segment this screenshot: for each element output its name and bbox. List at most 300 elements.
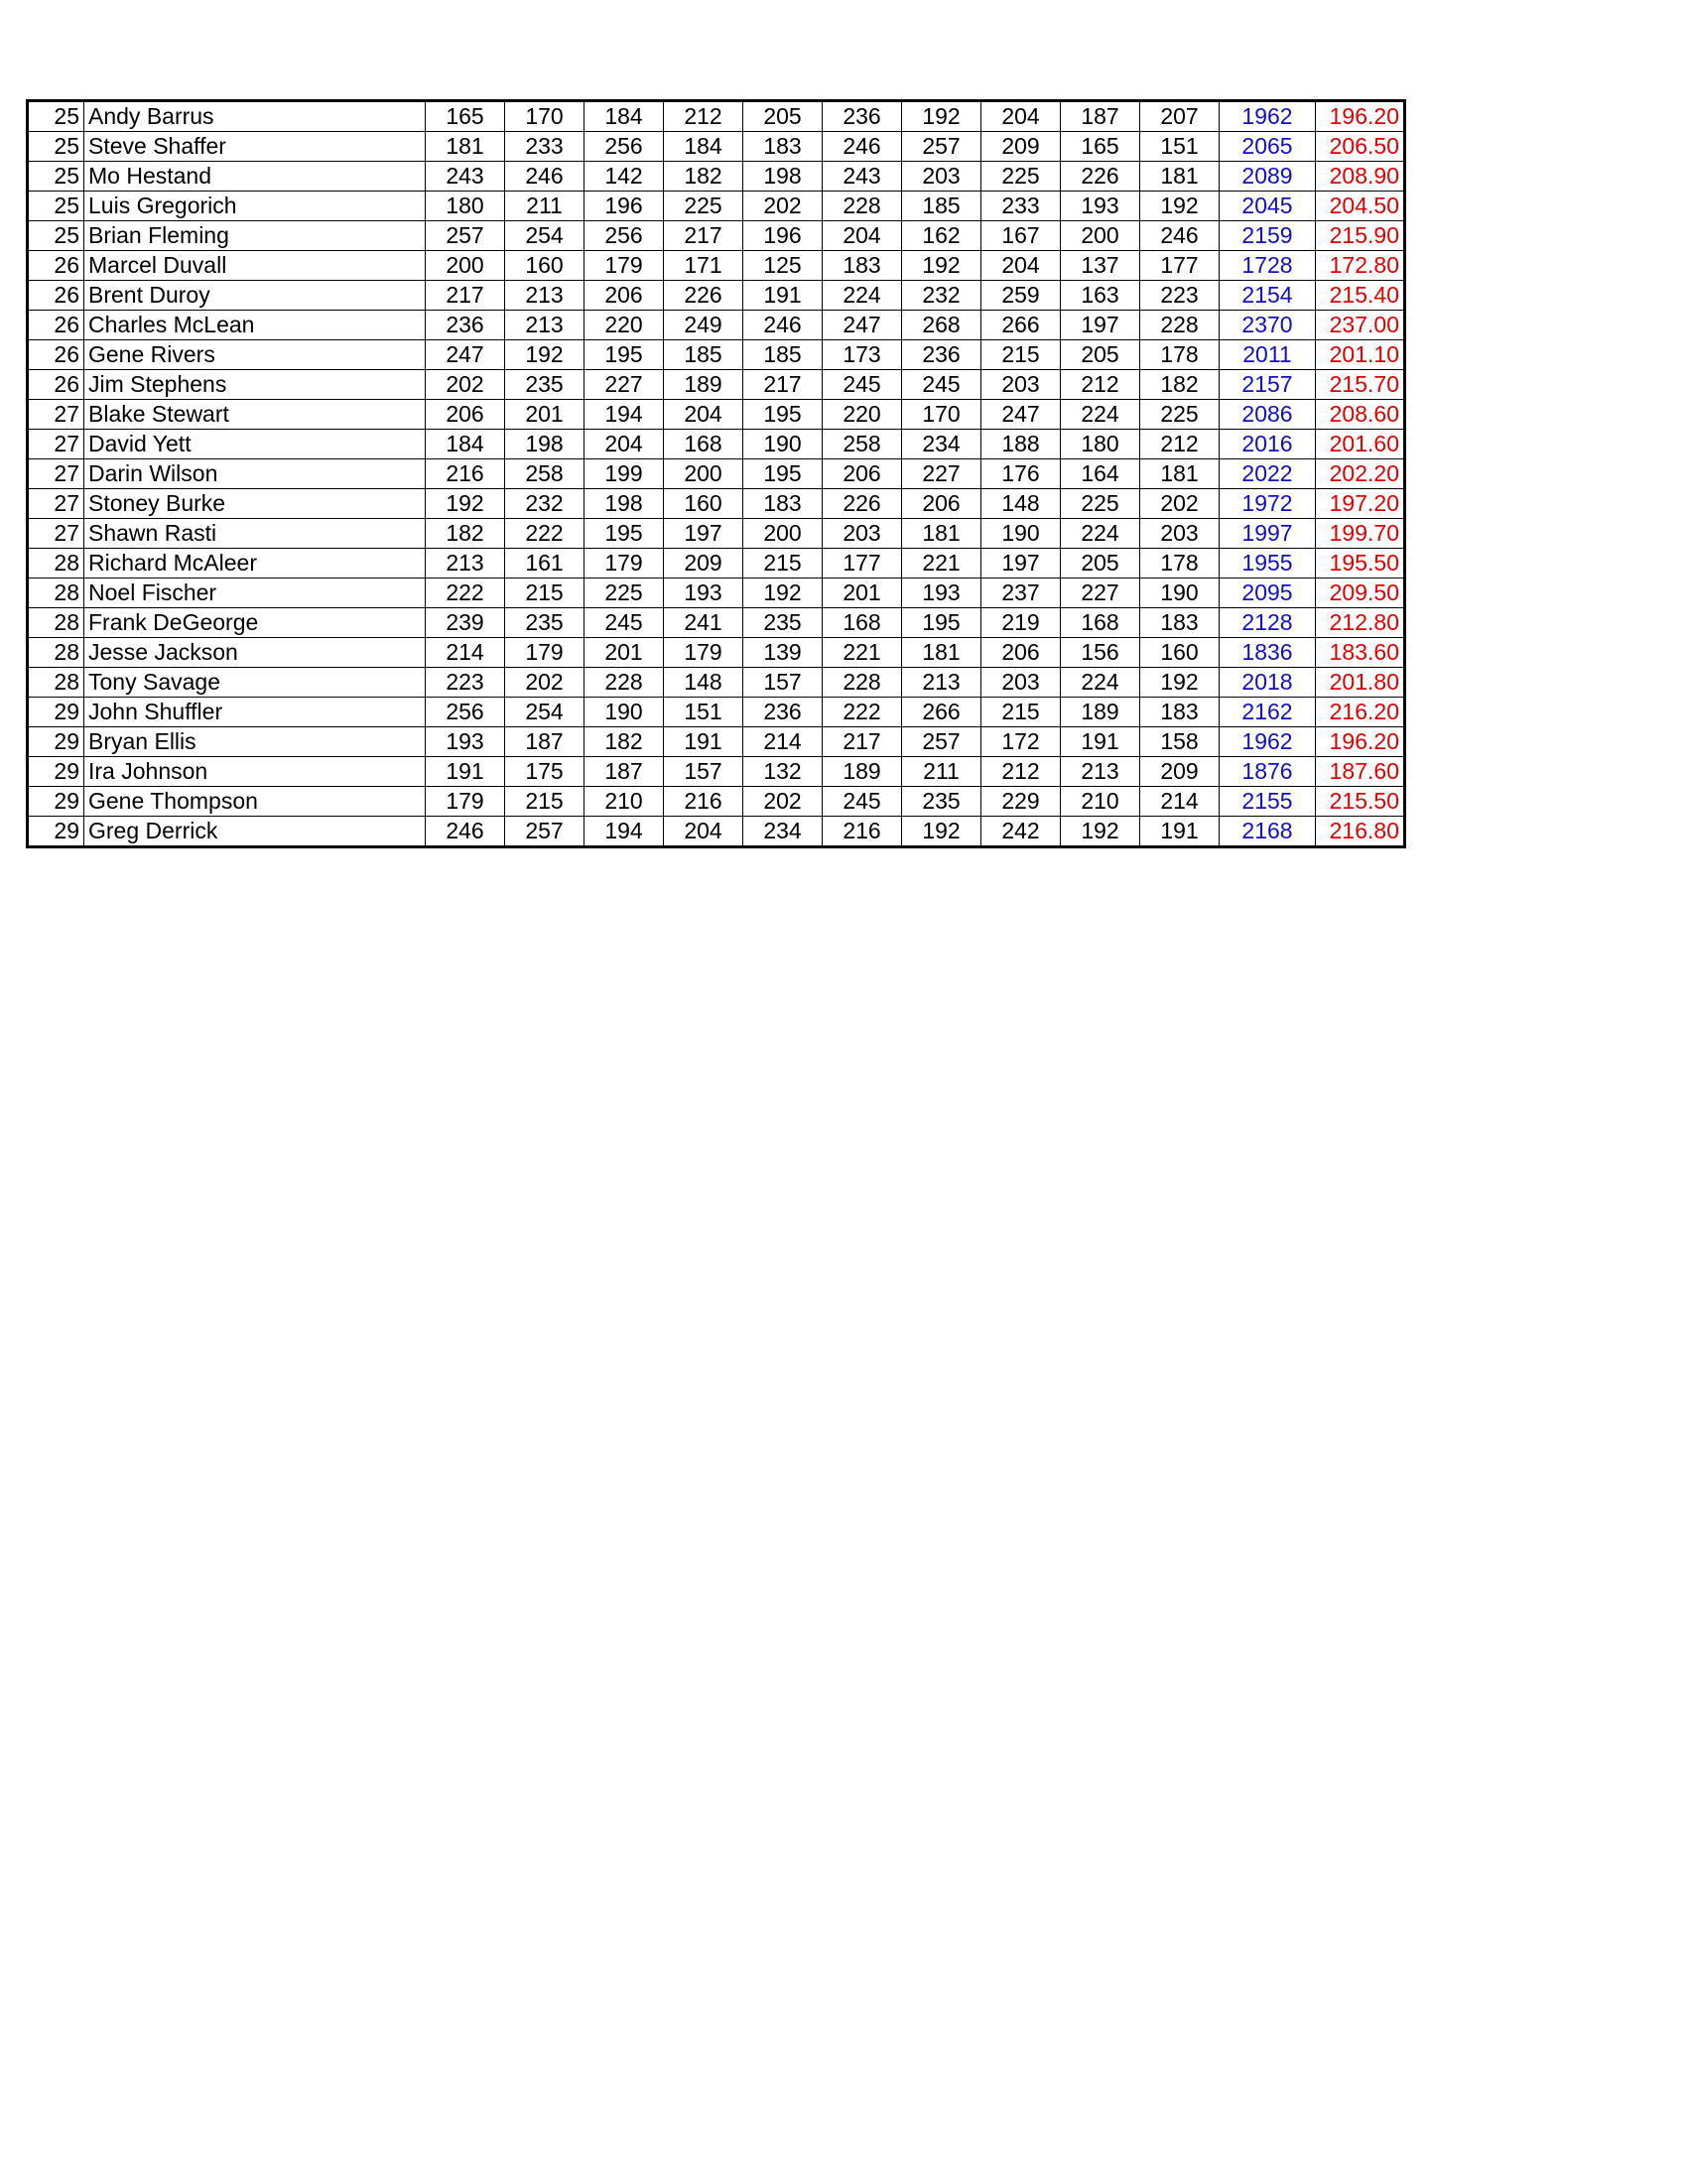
game-score-cell: 206: [902, 489, 981, 519]
game-score-cell: 192: [1140, 192, 1220, 221]
table-row: [28, 251, 1405, 281]
game-score-cell: 257: [426, 221, 505, 251]
game-score-cell: 187: [1061, 101, 1140, 132]
average-score-cell: 196.20: [1316, 727, 1405, 757]
table-row: [28, 162, 1405, 192]
game-score-cell: 206: [823, 459, 902, 489]
average-score-cell: 208.60: [1316, 400, 1405, 430]
game-score-cell: 223: [426, 668, 505, 698]
table-row: [28, 459, 1405, 489]
game-score-cell: 203: [981, 370, 1061, 400]
group-cell: 27: [28, 459, 84, 489]
game-score-cell: 234: [902, 430, 981, 459]
game-score-cell: 206: [981, 638, 1061, 668]
game-score-cell: 165: [426, 101, 505, 132]
game-score-cell: 256: [584, 221, 664, 251]
game-score-cell: 210: [1061, 787, 1140, 817]
game-score-cell: 158: [1140, 727, 1220, 757]
game-score-cell: 247: [426, 340, 505, 370]
game-score-cell: 204: [664, 817, 743, 847]
game-score-cell: 246: [426, 817, 505, 847]
game-score-cell: 162: [902, 221, 981, 251]
game-score-cell: 201: [584, 638, 664, 668]
game-score-cell: 243: [823, 162, 902, 192]
game-score-cell: 195: [584, 519, 664, 549]
table-row: [28, 817, 1405, 847]
game-score-cell: 266: [981, 311, 1061, 340]
game-score-cell: 196: [584, 192, 664, 221]
game-score-cell: 151: [664, 698, 743, 727]
group-cell: 26: [28, 251, 84, 281]
group-cell: 26: [28, 311, 84, 340]
game-score-cell: 212: [981, 757, 1061, 787]
average-score-cell: 201.60: [1316, 430, 1405, 459]
game-score-cell: 182: [426, 519, 505, 549]
game-score-cell: 142: [584, 162, 664, 192]
group-cell: 28: [28, 608, 84, 638]
group-cell: 28: [28, 668, 84, 698]
game-score-cell: 167: [981, 221, 1061, 251]
game-score-cell: 165: [1061, 132, 1140, 162]
game-score-cell: 246: [743, 311, 823, 340]
table-row: [28, 787, 1405, 817]
average-score-cell: 172.80: [1316, 251, 1405, 281]
game-score-cell: 232: [902, 281, 981, 311]
game-score-cell: 198: [584, 489, 664, 519]
game-score-cell: 200: [664, 459, 743, 489]
game-score-cell: 245: [584, 608, 664, 638]
game-score-cell: 211: [902, 757, 981, 787]
game-score-cell: 168: [823, 608, 902, 638]
game-score-cell: 268: [902, 311, 981, 340]
table-row: [28, 549, 1405, 578]
average-score-cell: 237.00: [1316, 311, 1405, 340]
game-score-cell: 215: [505, 787, 584, 817]
game-score-cell: 226: [664, 281, 743, 311]
total-score-cell: 2157: [1220, 370, 1316, 400]
total-score-cell: 2045: [1220, 192, 1316, 221]
game-score-cell: 201: [823, 578, 902, 608]
game-score-cell: 190: [1140, 578, 1220, 608]
game-score-cell: 213: [426, 549, 505, 578]
game-score-cell: 216: [426, 459, 505, 489]
table-row: [28, 221, 1405, 251]
game-score-cell: 243: [426, 162, 505, 192]
group-cell: 26: [28, 281, 84, 311]
bowler-name-cell: Frank DeGeorge: [84, 608, 426, 638]
bowler-name-cell: Mo Hestand: [84, 162, 426, 192]
game-score-cell: 180: [426, 192, 505, 221]
game-score-cell: 215: [505, 578, 584, 608]
game-score-cell: 245: [823, 370, 902, 400]
total-score-cell: 1962: [1220, 727, 1316, 757]
bowler-name-cell: Jim Stephens: [84, 370, 426, 400]
table-row: [28, 668, 1405, 698]
game-score-cell: 203: [823, 519, 902, 549]
game-score-cell: 216: [664, 787, 743, 817]
game-score-cell: 189: [664, 370, 743, 400]
game-score-cell: 206: [426, 400, 505, 430]
game-score-cell: 215: [743, 549, 823, 578]
game-score-cell: 228: [1140, 311, 1220, 340]
game-score-cell: 184: [664, 132, 743, 162]
game-score-cell: 183: [1140, 698, 1220, 727]
total-score-cell: 2011: [1220, 340, 1316, 370]
game-score-cell: 242: [981, 817, 1061, 847]
game-score-cell: 202: [1140, 489, 1220, 519]
table-row: [28, 430, 1405, 459]
game-score-cell: 180: [1061, 430, 1140, 459]
game-score-cell: 228: [823, 192, 902, 221]
total-score-cell: 2089: [1220, 162, 1316, 192]
game-score-cell: 233: [505, 132, 584, 162]
game-score-cell: 224: [1061, 668, 1140, 698]
game-score-cell: 217: [823, 727, 902, 757]
game-score-cell: 228: [823, 668, 902, 698]
game-score-cell: 221: [902, 549, 981, 578]
game-score-cell: 171: [664, 251, 743, 281]
group-cell: 26: [28, 340, 84, 370]
bowler-name-cell: Darin Wilson: [84, 459, 426, 489]
game-score-cell: 185: [743, 340, 823, 370]
game-score-cell: 202: [743, 787, 823, 817]
game-score-cell: 200: [426, 251, 505, 281]
game-score-cell: 221: [823, 638, 902, 668]
game-score-cell: 214: [743, 727, 823, 757]
game-score-cell: 184: [426, 430, 505, 459]
total-score-cell: 2065: [1220, 132, 1316, 162]
group-cell: 27: [28, 519, 84, 549]
game-score-cell: 191: [1061, 727, 1140, 757]
bowler-name-cell: Gene Rivers: [84, 340, 426, 370]
group-cell: 25: [28, 132, 84, 162]
game-score-cell: 148: [981, 489, 1061, 519]
game-score-cell: 202: [426, 370, 505, 400]
bowler-name-cell: Gene Thompson: [84, 787, 426, 817]
group-cell: 27: [28, 400, 84, 430]
game-score-cell: 204: [981, 101, 1061, 132]
game-score-cell: 247: [981, 400, 1061, 430]
total-score-cell: 2016: [1220, 430, 1316, 459]
game-score-cell: 214: [1140, 787, 1220, 817]
group-cell: 28: [28, 578, 84, 608]
game-score-cell: 205: [1061, 549, 1140, 578]
game-score-cell: 225: [584, 578, 664, 608]
game-score-cell: 215: [981, 698, 1061, 727]
game-score-cell: 209: [664, 549, 743, 578]
average-score-cell: 216.80: [1316, 817, 1405, 847]
game-score-cell: 213: [505, 281, 584, 311]
game-score-cell: 212: [1140, 430, 1220, 459]
total-score-cell: 2086: [1220, 400, 1316, 430]
average-score-cell: 195.50: [1316, 549, 1405, 578]
game-score-cell: 187: [505, 727, 584, 757]
table-row: [28, 132, 1405, 162]
game-score-cell: 226: [1061, 162, 1140, 192]
score-table-body: [28, 101, 1405, 847]
total-score-cell: 1962: [1220, 101, 1316, 132]
total-score-cell: 2154: [1220, 281, 1316, 311]
table-row: [28, 698, 1405, 727]
average-score-cell: 201.10: [1316, 340, 1405, 370]
game-score-cell: 214: [426, 638, 505, 668]
game-score-cell: 224: [1061, 400, 1140, 430]
game-score-cell: 198: [505, 430, 584, 459]
game-score-cell: 196: [743, 221, 823, 251]
average-score-cell: 212.80: [1316, 608, 1405, 638]
game-score-cell: 257: [902, 132, 981, 162]
game-score-cell: 212: [1061, 370, 1140, 400]
group-cell: 29: [28, 817, 84, 847]
game-score-cell: 217: [743, 370, 823, 400]
bowler-name-cell: Stoney Burke: [84, 489, 426, 519]
game-score-cell: 194: [584, 817, 664, 847]
game-score-cell: 213: [1061, 757, 1140, 787]
table-row: [28, 578, 1405, 608]
average-score-cell: 215.50: [1316, 787, 1405, 817]
game-score-cell: 245: [823, 787, 902, 817]
game-score-cell: 258: [823, 430, 902, 459]
game-score-cell: 192: [1140, 668, 1220, 698]
game-score-cell: 266: [902, 698, 981, 727]
game-score-cell: 183: [1140, 608, 1220, 638]
game-score-cell: 256: [426, 698, 505, 727]
game-score-cell: 225: [664, 192, 743, 221]
game-score-cell: 200: [743, 519, 823, 549]
game-score-cell: 192: [902, 101, 981, 132]
table-row: [28, 608, 1405, 638]
bowler-name-cell: Ira Johnson: [84, 757, 426, 787]
game-score-cell: 187: [584, 757, 664, 787]
game-score-cell: 213: [902, 668, 981, 698]
game-score-cell: 192: [902, 817, 981, 847]
game-score-cell: 204: [981, 251, 1061, 281]
table-row: [28, 727, 1405, 757]
game-score-cell: 225: [1061, 489, 1140, 519]
game-score-cell: 179: [584, 549, 664, 578]
average-score-cell: 199.70: [1316, 519, 1405, 549]
total-score-cell: 2018: [1220, 668, 1316, 698]
table-row: [28, 519, 1405, 549]
bowler-name-cell: Steve Shaffer: [84, 132, 426, 162]
game-score-cell: 259: [981, 281, 1061, 311]
game-score-cell: 188: [981, 430, 1061, 459]
game-score-cell: 235: [743, 608, 823, 638]
game-score-cell: 173: [823, 340, 902, 370]
game-score-cell: 185: [664, 340, 743, 370]
bowler-name-cell: John Shuffler: [84, 698, 426, 727]
game-score-cell: 183: [823, 251, 902, 281]
game-score-cell: 177: [1140, 251, 1220, 281]
game-score-cell: 215: [981, 340, 1061, 370]
game-score-cell: 181: [1140, 459, 1220, 489]
table-row: [28, 370, 1405, 400]
game-score-cell: 233: [981, 192, 1061, 221]
game-score-cell: 192: [505, 340, 584, 370]
table-row: [28, 101, 1405, 132]
total-score-cell: 1836: [1220, 638, 1316, 668]
group-cell: 29: [28, 757, 84, 787]
average-score-cell: 206.50: [1316, 132, 1405, 162]
average-score-cell: 215.90: [1316, 221, 1405, 251]
total-score-cell: 2128: [1220, 608, 1316, 638]
game-score-cell: 170: [505, 101, 584, 132]
game-score-cell: 194: [584, 400, 664, 430]
game-score-cell: 191: [743, 281, 823, 311]
game-score-cell: 151: [1140, 132, 1220, 162]
game-score-cell: 254: [505, 698, 584, 727]
game-score-cell: 228: [584, 668, 664, 698]
game-score-cell: 183: [743, 132, 823, 162]
game-score-cell: 201: [505, 400, 584, 430]
game-score-cell: 193: [1061, 192, 1140, 221]
game-score-cell: 125: [743, 251, 823, 281]
game-score-cell: 234: [743, 817, 823, 847]
game-score-cell: 160: [664, 489, 743, 519]
table-row: [28, 400, 1405, 430]
bowler-name-cell: Charles McLean: [84, 311, 426, 340]
game-score-cell: 176: [981, 459, 1061, 489]
game-score-cell: 160: [505, 251, 584, 281]
game-score-cell: 139: [743, 638, 823, 668]
average-score-cell: 209.50: [1316, 578, 1405, 608]
total-score-cell: 1728: [1220, 251, 1316, 281]
table-row: [28, 340, 1405, 370]
game-score-cell: 222: [505, 519, 584, 549]
game-score-cell: 192: [743, 578, 823, 608]
game-score-cell: 235: [505, 370, 584, 400]
average-score-cell: 216.20: [1316, 698, 1405, 727]
bowler-name-cell: Noel Fischer: [84, 578, 426, 608]
game-score-cell: 161: [505, 549, 584, 578]
game-score-cell: 205: [1061, 340, 1140, 370]
game-score-cell: 160: [1140, 638, 1220, 668]
bowler-name-cell: David Yett: [84, 430, 426, 459]
game-score-cell: 193: [426, 727, 505, 757]
total-score-cell: 2168: [1220, 817, 1316, 847]
group-cell: 28: [28, 549, 84, 578]
group-cell: 27: [28, 489, 84, 519]
game-score-cell: 213: [505, 311, 584, 340]
game-score-cell: 197: [1061, 311, 1140, 340]
game-score-cell: 246: [505, 162, 584, 192]
game-score-cell: 189: [1061, 698, 1140, 727]
bowler-name-cell: Jesse Jackson: [84, 638, 426, 668]
game-score-cell: 168: [664, 430, 743, 459]
game-score-cell: 256: [584, 132, 664, 162]
game-score-cell: 192: [426, 489, 505, 519]
game-score-cell: 179: [505, 638, 584, 668]
average-score-cell: 204.50: [1316, 192, 1405, 221]
bowler-name-cell: Bryan Ellis: [84, 727, 426, 757]
game-score-cell: 192: [1061, 817, 1140, 847]
game-score-cell: 229: [981, 787, 1061, 817]
game-score-cell: 193: [902, 578, 981, 608]
table-row: [28, 638, 1405, 668]
average-score-cell: 215.40: [1316, 281, 1405, 311]
total-score-cell: 1972: [1220, 489, 1316, 519]
game-score-cell: 197: [981, 549, 1061, 578]
bowler-name-cell: Andy Barrus: [84, 101, 426, 132]
game-score-cell: 222: [426, 578, 505, 608]
game-score-cell: 197: [664, 519, 743, 549]
game-score-cell: 164: [1061, 459, 1140, 489]
game-score-cell: 235: [505, 608, 584, 638]
game-score-cell: 232: [505, 489, 584, 519]
game-score-cell: 220: [823, 400, 902, 430]
game-score-cell: 190: [981, 519, 1061, 549]
game-score-cell: 168: [1061, 608, 1140, 638]
table-row: [28, 489, 1405, 519]
game-score-cell: 170: [902, 400, 981, 430]
game-score-cell: 209: [981, 132, 1061, 162]
average-score-cell: 215.70: [1316, 370, 1405, 400]
game-score-cell: 204: [584, 430, 664, 459]
game-score-cell: 246: [1140, 221, 1220, 251]
average-score-cell: 187.60: [1316, 757, 1405, 787]
game-score-cell: 237: [981, 578, 1061, 608]
game-score-cell: 219: [981, 608, 1061, 638]
game-score-cell: 222: [823, 698, 902, 727]
game-score-cell: 246: [823, 132, 902, 162]
game-score-cell: 204: [664, 400, 743, 430]
game-score-cell: 245: [902, 370, 981, 400]
game-score-cell: 132: [743, 757, 823, 787]
game-score-cell: 178: [1140, 549, 1220, 578]
game-score-cell: 211: [505, 192, 584, 221]
game-score-cell: 184: [584, 101, 664, 132]
game-score-cell: 182: [1140, 370, 1220, 400]
game-score-cell: 198: [743, 162, 823, 192]
game-score-cell: 227: [902, 459, 981, 489]
game-score-cell: 185: [902, 192, 981, 221]
total-score-cell: 1997: [1220, 519, 1316, 549]
game-score-cell: 195: [902, 608, 981, 638]
bowler-name-cell: Luis Gregorich: [84, 192, 426, 221]
game-score-cell: 179: [664, 638, 743, 668]
game-score-cell: 249: [664, 311, 743, 340]
average-score-cell: 201.80: [1316, 668, 1405, 698]
total-score-cell: 2162: [1220, 698, 1316, 727]
game-score-cell: 217: [426, 281, 505, 311]
total-score-cell: 2370: [1220, 311, 1316, 340]
group-cell: 28: [28, 638, 84, 668]
game-score-cell: 193: [664, 578, 743, 608]
game-score-cell: 226: [823, 489, 902, 519]
total-score-cell: 2022: [1220, 459, 1316, 489]
game-score-cell: 223: [1140, 281, 1220, 311]
game-score-cell: 195: [743, 400, 823, 430]
game-score-cell: 224: [823, 281, 902, 311]
game-score-cell: 204: [823, 221, 902, 251]
game-score-cell: 157: [664, 757, 743, 787]
game-score-cell: 181: [426, 132, 505, 162]
average-score-cell: 202.20: [1316, 459, 1405, 489]
group-cell: 29: [28, 698, 84, 727]
game-score-cell: 236: [743, 698, 823, 727]
bowler-name-cell: Brent Duroy: [84, 281, 426, 311]
total-score-cell: 1955: [1220, 549, 1316, 578]
game-score-cell: 236: [426, 311, 505, 340]
game-score-cell: 227: [584, 370, 664, 400]
table-row: [28, 757, 1405, 787]
game-score-cell: 191: [1140, 817, 1220, 847]
game-score-cell: 148: [664, 668, 743, 698]
game-score-cell: 191: [664, 727, 743, 757]
game-score-cell: 137: [1061, 251, 1140, 281]
game-score-cell: 177: [823, 549, 902, 578]
game-score-cell: 209: [1140, 757, 1220, 787]
